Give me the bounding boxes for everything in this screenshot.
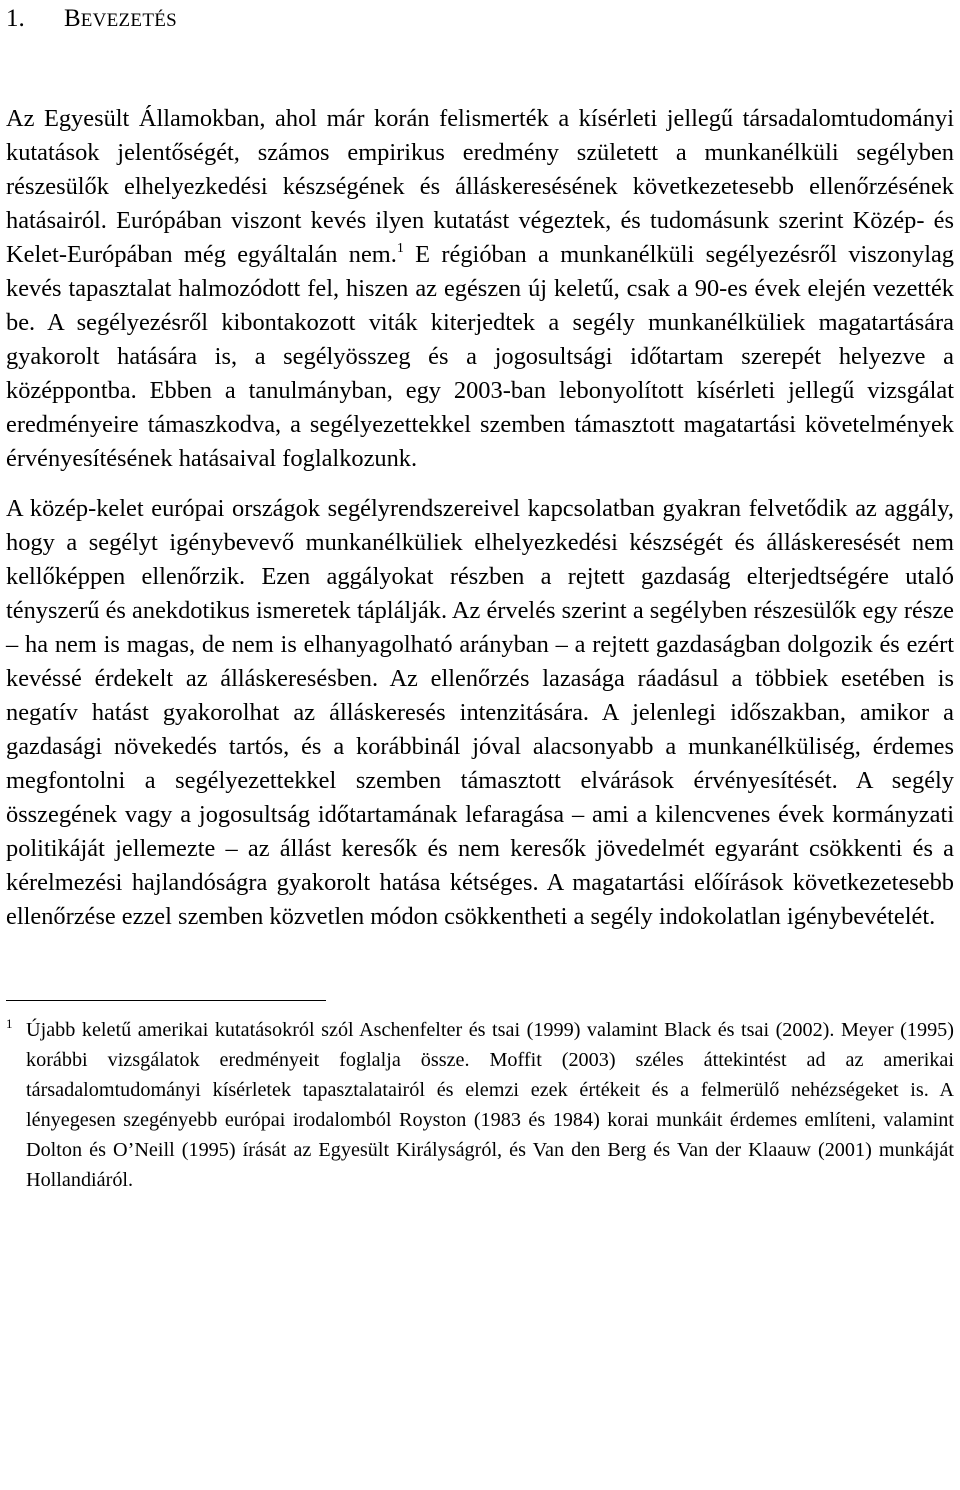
section-number: 1. <box>6 5 25 32</box>
paragraph-2: A közép-kelet európai országok segélyrendszereivel kapcsolatban gyakran felvetődik az aggály, hogy a segélyt igénybevevő munkanélküliek elhelyezkedési készségét és álláskeresését nem kellőképpen ellenőrzik. Ezen aggályokat részben a rejtett gazdaság elterjedtségére utaló tényszerű és anekdotikus ismeretek táplálják. Az érvelés szerint a segélyben részesülők egy része – ha nem is magas, de nem is elhanyagolható arányban – a rejtett gazdaságban dolgozik és ezért kevéssé érdekelt az álláskeresésben. Az ellenőrzés lazasága ráadásul a többiek esetében is negatív hatást gyakorolhat az álláskeresés intenzitására. A jelenlegi időszakban, amikor a gazdasági növekedés tartós, és a korábbinál jóval alacsonyabb a munkanélküliség, érdemes megfontolni a segélyezettekkel szemben támasztott elvárások érvényesítését. A segély összegének vagy a jogosultság időtartamának lefaragása – ami a kilencvenes évek kormányzati politikáját jellemezte – az állást keresők és nem keresők jövedelmét egyaránt csökkenti és a kérelmezési hajlandóságra gyakorolt hatása kétséges. A magatartási előírások következetesebb ellenőrzése ezzel szemben közvetlen módon csökkentheti a segély indokolatlan igénybevételét. <box>6 495 954 930</box>
paragraph-1-text-after-ref: E régióban a munkanélküli segélyezésről viszonylag kevés tapasztalat halmozódott fel, hiszen az egészen új keletű, csak a 90-es évek elején vezették be. A segélyezésről kibontakozott viták kiterjedtek a segély munkanélküliek magatartására gyakorolt hatására is, a segélyösszeg és a jogosultsági időtartam szerepét helyezve a középpontba. Ebben a tanulmányban, egy 2003-ban lebonyolított kísérleti jellegű vizsgálat eredményeire támaszkodva, a segélyezettekkel szemben támasztott magatartási követelmények érvényesítésének hatásaival foglalkozunk. <box>6 241 954 472</box>
section-title-rest: EVEZETÉS <box>80 10 178 31</box>
section-heading <box>6 0 954 38</box>
footnote-text: Újabb keletű amerikai kutatásokról szól Aschenfelter és tsai (1999) valamint Black és tsai (2002). Meyer (1995) korábbi vizsgálatok eredményeit foglalja össze. Moffit (2003) széles áttekintést ad az amerikai társadalomtudományi kísérletek tapasztalatairól és elemzi ezek értékeit és a felmerülő nehézségeket is. A lényegesen szegényebb európai irodalomból Royston (1983 és 1984) korai munkáit érdemes említeni, valamint Dolton és O’Neill (1995) írását az Egyesült Királyságról, és Van den Berg és Van der Klaauw (2001) munkáját Hollandiáról. <box>26 1019 954 1191</box>
footnote <box>6 1015 954 1195</box>
section-title-initial: B <box>64 5 81 32</box>
document-page <box>6 0 954 1195</box>
footnote-mark: 1 <box>6 1016 13 1031</box>
paragraph-1-text-before-ref: Az Egyesült Államokban, ahol már korán felismerték a kísérleti jellegű társadalomtudományi kutatások jelentőségét, számos empirikus eredmény született a munkanélküli segélyben részesülők elhelyezkedési készségének és álláskeresésének következetesebb ellenőrzésének hatásairól. Európában viszont kevés ilyen kutatást végeztek, és tudomásunk szerint Közép- és Kelet-Európában még egyáltalán nem. <box>6 105 954 268</box>
paragraph-1 <box>6 102 954 476</box>
footnote-reference[interactable]: 1 <box>396 241 404 256</box>
footnote-separator <box>6 1000 326 1001</box>
